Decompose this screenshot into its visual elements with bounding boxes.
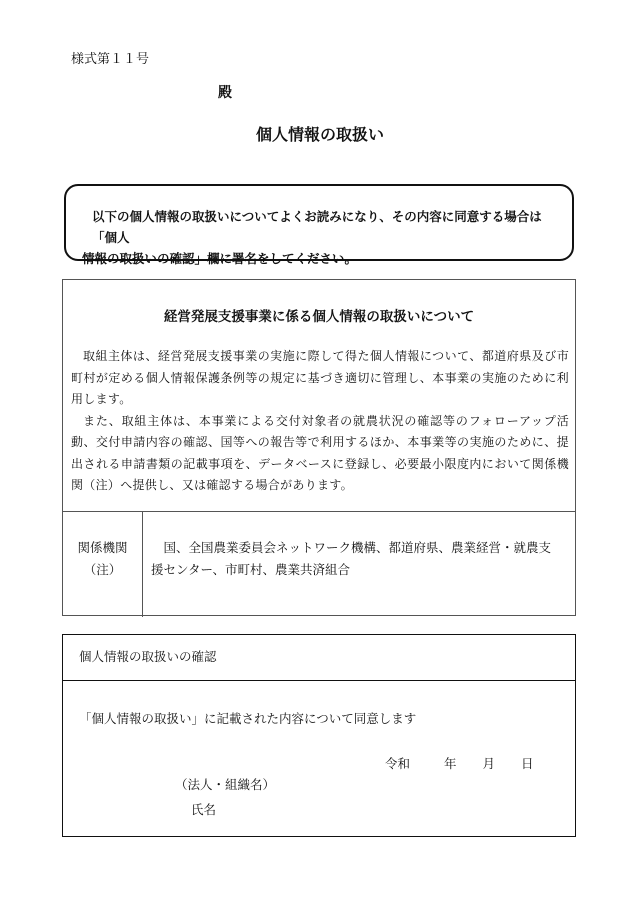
signature-date[interactable] bbox=[385, 754, 534, 772]
related-label-line-2: （注） bbox=[83, 562, 122, 577]
related-organizations-value: 国、全国農業委員会ネットワーク機構、都道府県、農業経営・就農支援センター、市町村、農業共済組合 bbox=[151, 540, 552, 577]
notice-line-1: 以下の個人情報の取扱いについてよくお読みになり、その内容に同意する場合は「個人 bbox=[92, 209, 542, 245]
agreement-statement: 「個人情報の取扱い」に記載された内容について同意します bbox=[79, 711, 417, 726]
info-body bbox=[71, 346, 569, 497]
date-era: 令和 bbox=[385, 756, 411, 771]
related-organizations-row bbox=[63, 511, 575, 617]
notice-line-2: 情報の取扱いの確認」欄に署名をしてください。 bbox=[82, 251, 358, 266]
organization-name-label: （法人・組織名） bbox=[175, 777, 276, 792]
confirmation-box bbox=[62, 634, 576, 837]
privacy-info-box bbox=[62, 279, 576, 616]
related-label-line-1: 関係機関 bbox=[77, 540, 128, 555]
info-paragraph-1: 取組主体は、経営発展支援事業の実施に際して得た個人情報について、都道府県及び市町村が定める個人情報保護条例等の規定に基づき適切に管理し、本事業の実施のために利用します。 bbox=[71, 349, 569, 406]
addressee-suffix: 殿 bbox=[218, 85, 232, 101]
related-organizations-label bbox=[63, 512, 143, 617]
form-number: 様式第１１号 bbox=[71, 52, 150, 67]
info-paragraph-2: また、取組主体は、本事業による交付対象者の就農状況の確認等のフォローアップ活動、交付申請内容の確認、国等への報告等で利用するほか、本事業等の実施のために、提出される申請書類の記載事項を、データベースに登録し、必要最小限度内において関係機関（注）へ提供し、又は確認する場合があります。 bbox=[71, 413, 569, 492]
date-year-label: 年 bbox=[444, 756, 457, 771]
date-day-label: 日 bbox=[521, 756, 534, 771]
confirmation-heading: 個人情報の取扱いの確認 bbox=[63, 635, 575, 681]
page-title: 個人情報の取扱い bbox=[255, 125, 384, 144]
notice-box bbox=[64, 184, 574, 266]
info-title: 経営発展支援事業に係る個人情報の取扱いについて bbox=[163, 309, 475, 325]
signer-name-label: 氏名 bbox=[191, 802, 217, 817]
date-month-label: 月 bbox=[482, 756, 496, 771]
